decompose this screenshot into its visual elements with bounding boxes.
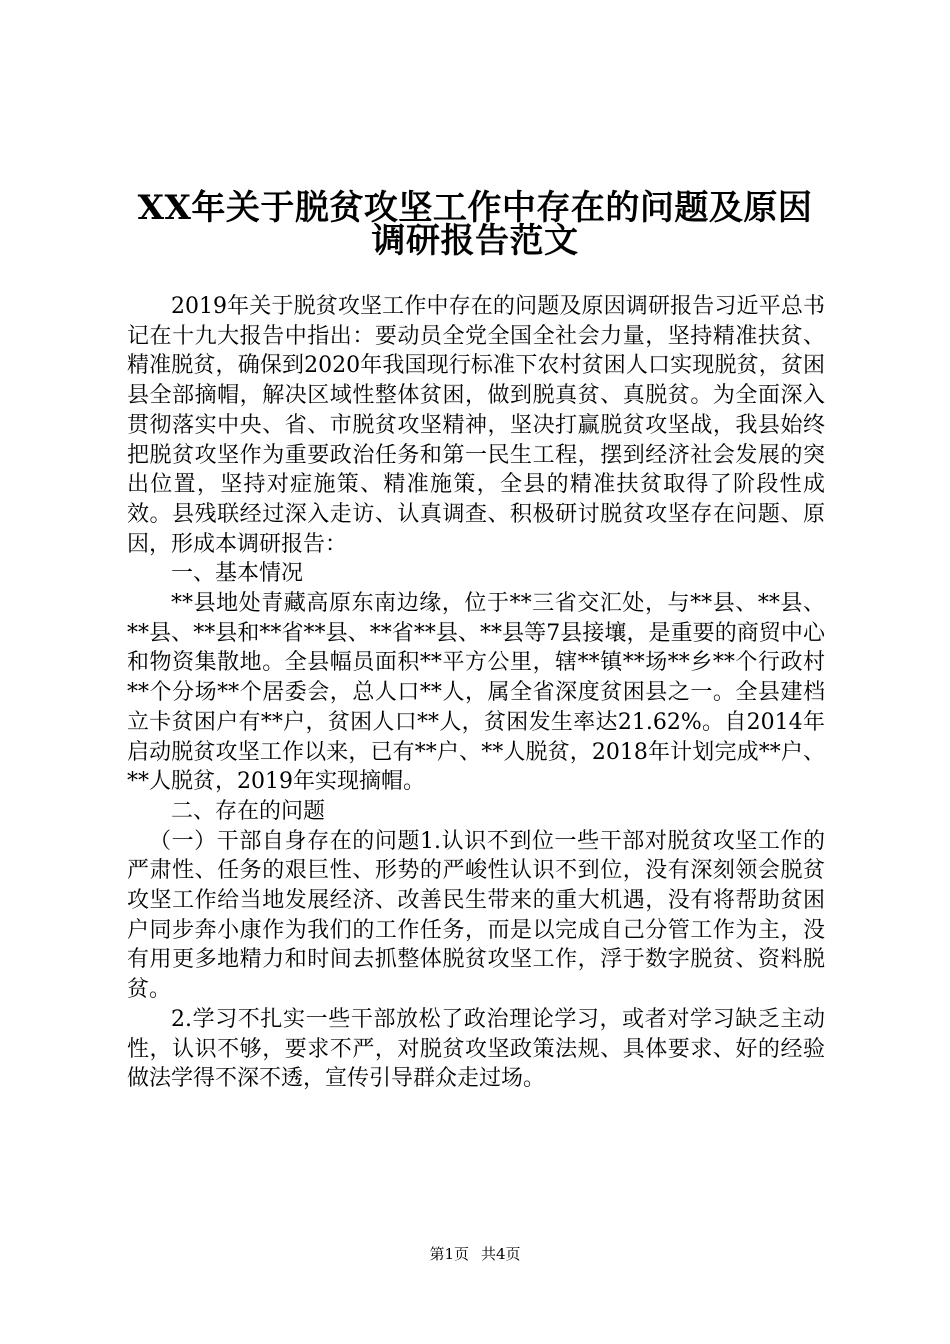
section-heading-basic-situation: 一、基本情况 bbox=[171, 561, 304, 587]
problems-paragraph-1: （一）干部自身存在的问题1.认识不到位一些干部对脱贫攻坚工作的严肃性、任务的艰巨性、形势的严峻性认识不到位，没有深刻领会脱贫攻坚工作给当地发展经济、改善民生带来的重大机遇，没有将帮助贫困户同步奔小康作为我们的工作任务，而是以完成自己分管工作为主，没有用更多地精力和时间去抓整体脱贫攻坚工作，浮于数字脱贫、资料脱贫。 bbox=[127, 828, 825, 1003]
problems-paragraph-2: 2.学习不扎实一些干部放松了政治理论学习，或者对学习缺乏主动性，认识不够，要求不严，对脱贫攻坚政策法规、具体要求、好的经验做法学得不深不透，宣传引导群众走过场。 bbox=[127, 1006, 825, 1092]
document-title-line-2: 调研报告范文 bbox=[371, 221, 579, 261]
page-number: 第1页 bbox=[429, 1245, 469, 1263]
page-total: 共4页 bbox=[481, 1245, 521, 1263]
document-body bbox=[127, 292, 825, 1094]
basic-situation-paragraph: **县地处青藏高原东南边缘，位于**三省交汇处，与**县、**县、**县、**县和**省**县、**省**县、**县等7县接壤，是重要的商贸中心和物资集散地。全县幅员面积**平方公里，辖**镇**场**乡**个行政村**个分场**个居委会，总人口**人，属全省深度贫困县之一。全县建档立卡贫困户有**户，贫困人口**人，贫困发生率达21.62%。自2014年启动脱贫攻坚工作以来，已有**户、**人脱贫，2018年计划完成**户、**人脱贫，2019年实现摘帽。 bbox=[127, 591, 825, 795]
page-footer bbox=[0, 1244, 950, 1264]
intro-paragraph: 2019年关于脱贫攻坚工作中存在的问题及原因调研报告习近平总书记在十九大报告中指出：要动员全党全国全社会力量，坚持精准扶贫、精准脱贫，确保到2020年我国现行标准下农村贫困人口实现脱贫，贫困县全部摘帽，解决区域性整体贫困，做到脱真贫、真脱贫。为全面深入贯彻落实中央、省、市脱贫攻坚精神，坚决打赢脱贫攻坚战，我县始终把脱贫攻坚作为重要政治任务和第一民生工程，摆到经济社会发展的突出位置，坚持对症施策、精准施策，全县的精准扶贫取得了阶段性成效。县残联经过深入走访、认真调查、积极研讨脱贫攻坚存在问题、原因，形成本调研报告： bbox=[127, 294, 825, 557]
section-heading-problems: 二、存在的问题 bbox=[171, 798, 326, 824]
document-title-line-1: XX年关于脱贫攻坚工作中存在的问题及原因 bbox=[137, 188, 813, 228]
